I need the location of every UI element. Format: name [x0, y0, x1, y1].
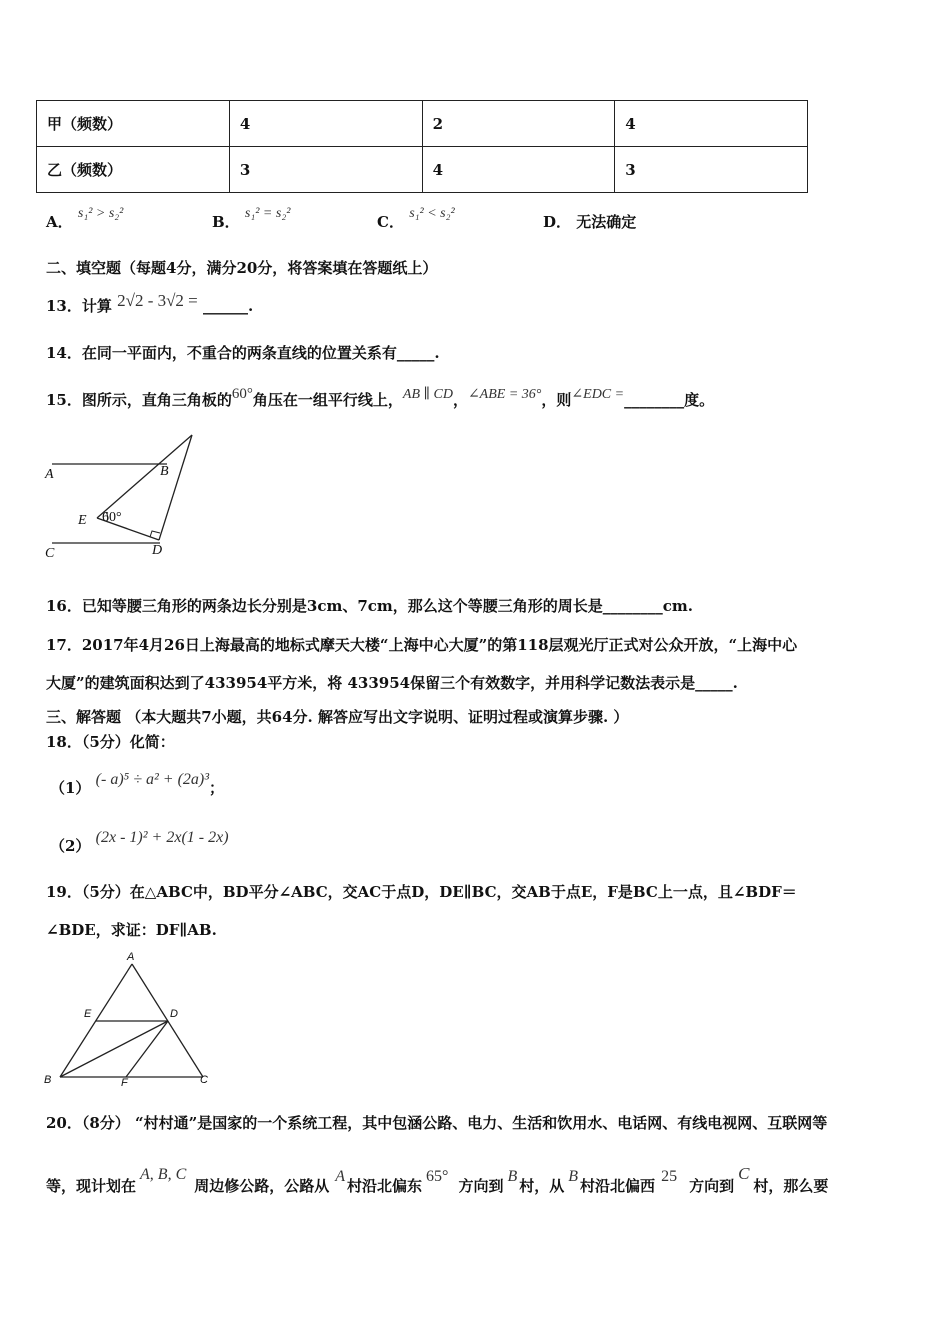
option-math: s₁² = s₂²	[244, 206, 291, 221]
q20-village-c: C	[738, 1164, 750, 1183]
table-row	[37, 147, 808, 193]
q15-figure	[40, 430, 210, 565]
q20-angle-25: 25	[661, 1168, 678, 1185]
option-text: 无法确定	[576, 213, 637, 231]
q15-ask: ∠EDC =	[571, 387, 625, 402]
table-cell: 3	[229, 147, 422, 193]
row-label: 乙（频数）	[37, 147, 230, 193]
q20-points: A, B, C	[140, 1166, 187, 1183]
option-math: s₁² > s₂²	[77, 206, 124, 221]
q15-sep: ，	[452, 391, 468, 409]
q20-village-b: B	[507, 1168, 518, 1185]
question-20-line1: 20．（8分） “村村通”是国家的一个系统工程，其中包涵公路、电力、生活和饮用水、电话网、有线电视网、互联网等	[46, 1114, 828, 1132]
question-17-line1: 17．2017年4月26日上海最高的地标式摩天大楼“上海中心大厦”的第118层观光厅正式对公众开放，“上海中心	[46, 636, 798, 654]
q20-text: 周边修公路，公路从	[194, 1177, 330, 1195]
q15-blank: ________度。	[624, 391, 715, 409]
option-letter: B．	[212, 213, 240, 231]
part2-math: (2x - 1)² + 2x(1 - 2x)	[95, 829, 229, 846]
q20-text: 方向到	[458, 1177, 504, 1195]
q15-cond1: AB ∥ CD	[402, 387, 453, 402]
row-label: 甲（频数）	[37, 101, 230, 147]
option-c	[377, 206, 455, 234]
label-d: D	[170, 1008, 178, 1020]
section-heading: 二、填空题（每题4分，满分20分，将答案填在答题纸上）	[46, 259, 438, 277]
table-cell: 3	[615, 147, 808, 193]
q20-village-b2: B	[568, 1168, 579, 1185]
label-e: E	[78, 513, 87, 528]
q15-cond2: ∠ABE = 36°	[467, 387, 542, 402]
q20-angle-65: 65°	[426, 1168, 449, 1185]
q19-figure	[40, 948, 220, 1090]
table-cell: 2	[422, 101, 615, 147]
question-20-line2	[46, 1164, 829, 1197]
q20-text: 村，那么要	[753, 1177, 829, 1195]
part1-end: ；	[209, 779, 225, 797]
part1-math: (- a)⁵ ÷ a² + (2a)³	[95, 771, 210, 788]
label-angle: 60°	[102, 510, 122, 525]
label-e: E	[84, 1008, 92, 1020]
q20-text: 等，现计划在	[46, 1177, 137, 1195]
q20-village-a: A	[335, 1168, 346, 1185]
option-math: s₁² < s₂²	[409, 206, 455, 221]
section-heading: 三、解答题 （本大题共7小题，共64分. 解答应写出文字说明、证明过程或演算步骤. ）	[46, 708, 629, 726]
question-17-line2: 大厦”的建筑面积达到了433954平方米，将 433954保留三个有效数字，并用科学记数法表示是_____.	[46, 674, 738, 692]
label-f: F	[121, 1077, 128, 1089]
label-b: B	[160, 464, 169, 479]
label-a: A	[45, 467, 54, 482]
q20-text: 村沿北偏东	[347, 1177, 423, 1195]
q15-angle: 60°	[231, 386, 253, 402]
q15-mid: 角压在一组平行线上，	[252, 391, 403, 409]
option-letter: D．	[543, 213, 572, 231]
option-a	[46, 206, 124, 234]
question-18-part1	[50, 771, 225, 799]
part-label: （1）	[50, 779, 91, 797]
table-cell: 4	[229, 101, 422, 147]
label-b: B	[44, 1074, 52, 1086]
option-letter: C．	[377, 213, 404, 231]
option-letter: A．	[46, 213, 73, 231]
q15-then: ，则	[541, 391, 572, 409]
question-19-line2: ∠BDE，求证：DF∥AB.	[46, 921, 217, 939]
triangle-side-eb	[97, 435, 192, 518]
question-15	[46, 386, 715, 412]
q20-text: 方向到	[689, 1177, 735, 1195]
triangle-side-bd	[159, 435, 192, 540]
question-18-title: 18．（5分）化简：	[46, 733, 175, 751]
question-14: 14．在同一平面内，不重合的两条直线的位置关系有_____.	[46, 344, 440, 362]
right-angle-mark	[150, 531, 160, 537]
q13-math: 2√2 - 3√2 =	[117, 291, 198, 310]
label-d: D	[152, 543, 163, 558]
q13-prefix: 13．计算	[46, 297, 112, 315]
q13-blank: ______.	[203, 297, 254, 315]
table-row	[37, 101, 808, 147]
frequency-table	[36, 100, 808, 193]
q15-prefix: 15．图所示，直角三角板的	[46, 391, 232, 409]
table-cell: 4	[422, 147, 615, 193]
part-label: （2）	[50, 837, 91, 855]
segment-bd	[60, 1021, 168, 1077]
question-13	[46, 291, 254, 316]
label-c: C	[200, 1074, 208, 1086]
q20-text: 村沿北偏西	[580, 1177, 656, 1195]
question-18-part2	[50, 829, 229, 857]
question-19-line1: 19．（5分）在△ABC中，BD平分∠ABC，交AC于点D，DE∥BC，交AB于点E，F是BC上一点，且∠BDF＝	[46, 883, 797, 901]
table-cell: 4	[615, 101, 808, 147]
question-16: 16．已知等腰三角形的两条边长分别是3cm、7cm，那么这个等腰三角形的周长是________cm.	[46, 597, 693, 615]
option-b	[212, 206, 291, 234]
segment-df	[126, 1021, 168, 1077]
label-c: C	[45, 546, 55, 561]
label-a: A	[127, 951, 135, 963]
q20-text: 村，从	[519, 1177, 565, 1195]
option-d	[543, 212, 636, 232]
